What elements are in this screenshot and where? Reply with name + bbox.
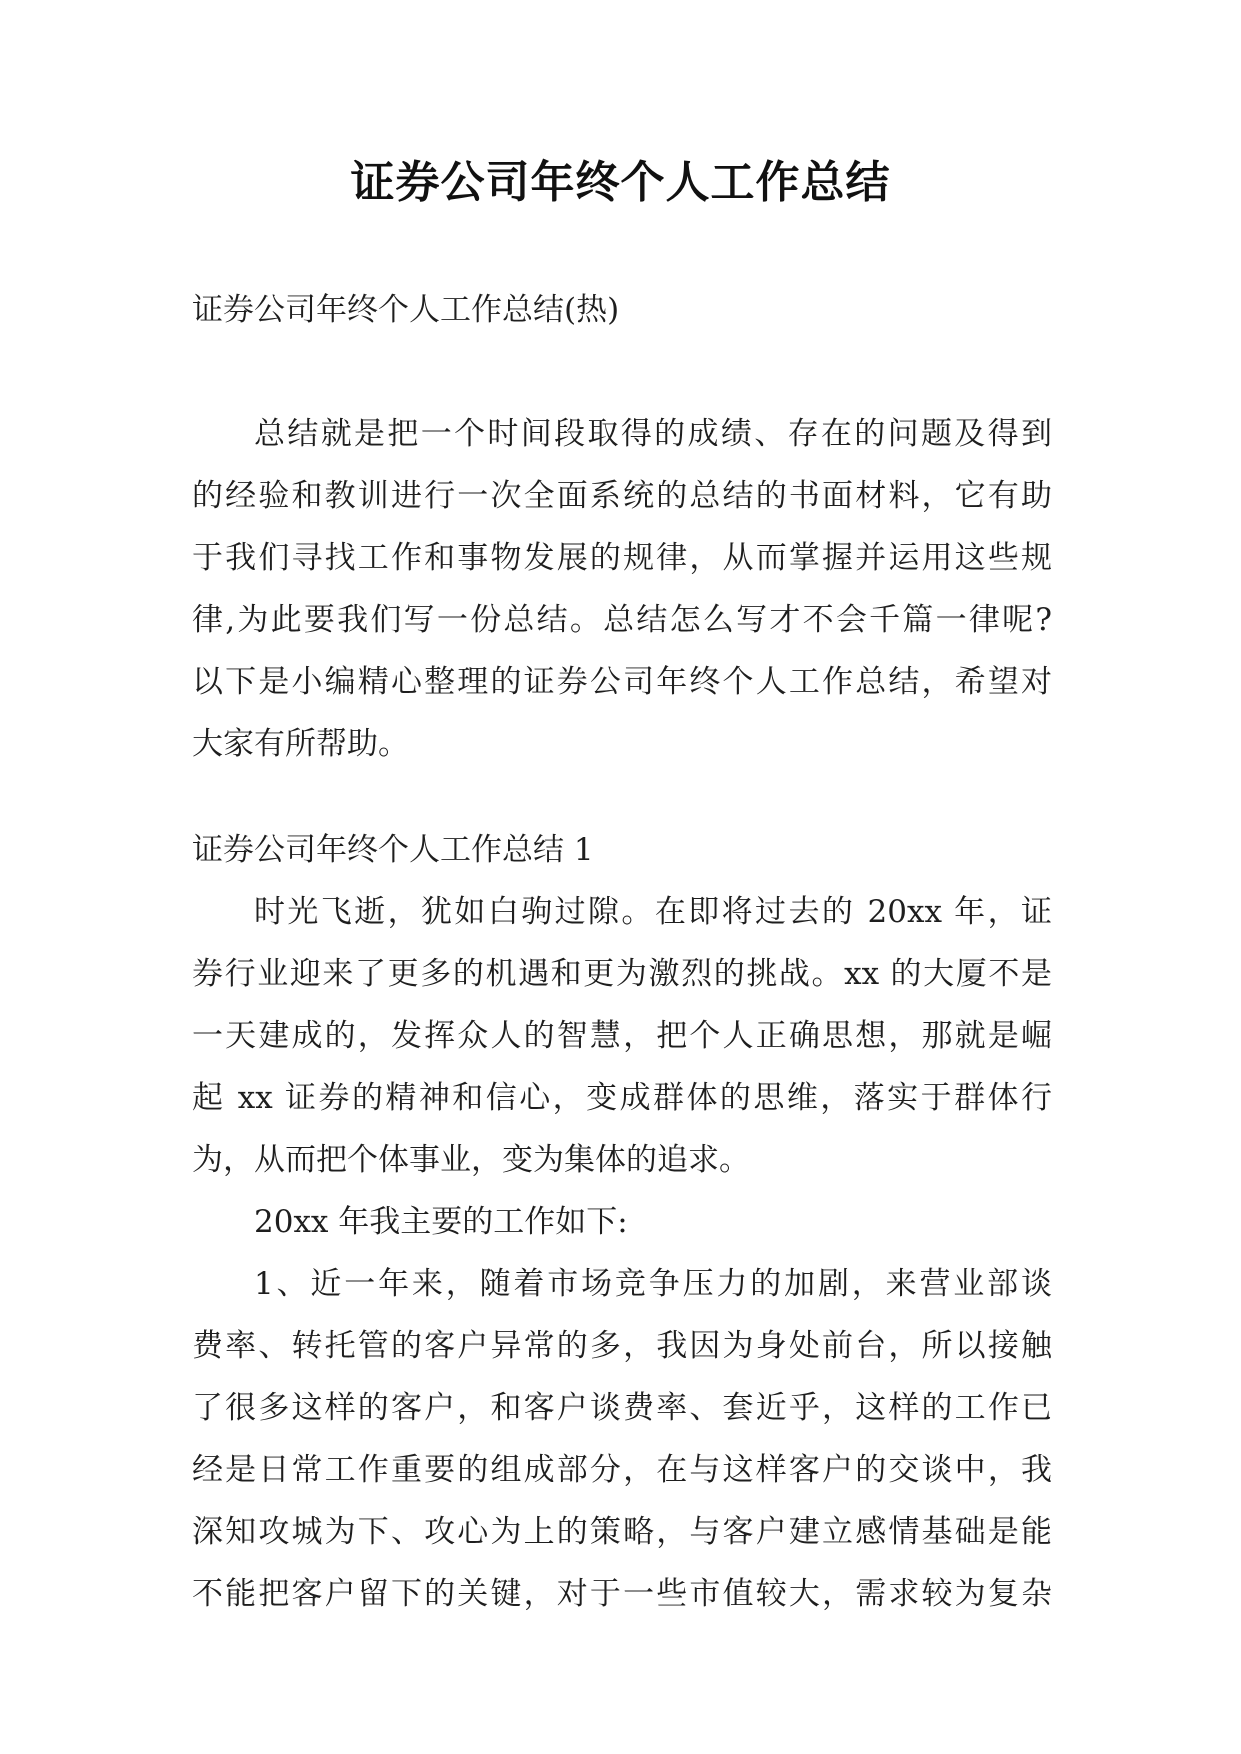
section-1: [192, 819, 1052, 1625]
document-subtitle: 证券公司年终个人工作总结(热): [192, 292, 620, 328]
paragraph-1-line: 一天建成的，发挥众人的智慧，把个人正确思想，那就是崛: [192, 1018, 1052, 1054]
paragraph-3-line: 1、近一年来，随着市场竞争压力的加剧，来营业部谈: [254, 1266, 1052, 1302]
paragraph-1-line: 时光飞逝，犹如白驹过隙。在即将过去的 20xx 年，证: [254, 894, 1052, 930]
section-heading: 证券公司年终个人工作总结 1: [192, 832, 594, 868]
paragraph-3-line: 不能把客户留下的关键，对于一些市值较大，需求较为复杂: [192, 1576, 1052, 1612]
intro-line: 律,为此要我们写一份总结。总结怎么写才不会千篇一律呢?: [192, 602, 1052, 638]
paragraph-3-line: 深知攻城为下、攻心为上的策略，与客户建立感情基础是能: [192, 1514, 1052, 1550]
intro-line: 以下是小编精心整理的证券公司年终个人工作总结，希望对: [192, 664, 1052, 700]
paragraph-3-line: 经是日常工作重要的组成部分，在与这样客户的交谈中，我: [192, 1452, 1052, 1488]
document-title: 证券公司年终个人工作总结: [350, 157, 891, 208]
intro-line: 的经验和教训进行一次全面系统的总结的书面材料，它有助: [192, 478, 1052, 514]
intro-line: 于我们寻找工作和事物发展的规律，从而掌握并运用这些规: [192, 540, 1052, 576]
intro-line: 大家有所帮助。: [192, 726, 409, 762]
paragraph-1-line: 起 xx 证券的精神和信心，变成群体的思维，落实于群体行: [192, 1080, 1052, 1116]
paragraph-3-line: 了很多这样的客户，和客户谈费率、套近乎，这样的工作已: [192, 1390, 1052, 1426]
paragraph-2-line: 20xx 年我主要的工作如下:: [254, 1204, 628, 1240]
paragraph-1-line: 为，从而把个体事业，变为集体的追求。: [192, 1142, 750, 1178]
paragraph-1-line: 券行业迎来了更多的机遇和更为激烈的挑战。xx 的大厦不是: [192, 956, 1052, 992]
intro-line: 总结就是把一个时间段取得的成绩、存在的问题及得到: [254, 416, 1052, 452]
paragraph-3-line: 费率、转托管的客户异常的多，我因为身处前台，所以接触: [192, 1328, 1052, 1364]
intro-paragraph: [192, 403, 1052, 775]
